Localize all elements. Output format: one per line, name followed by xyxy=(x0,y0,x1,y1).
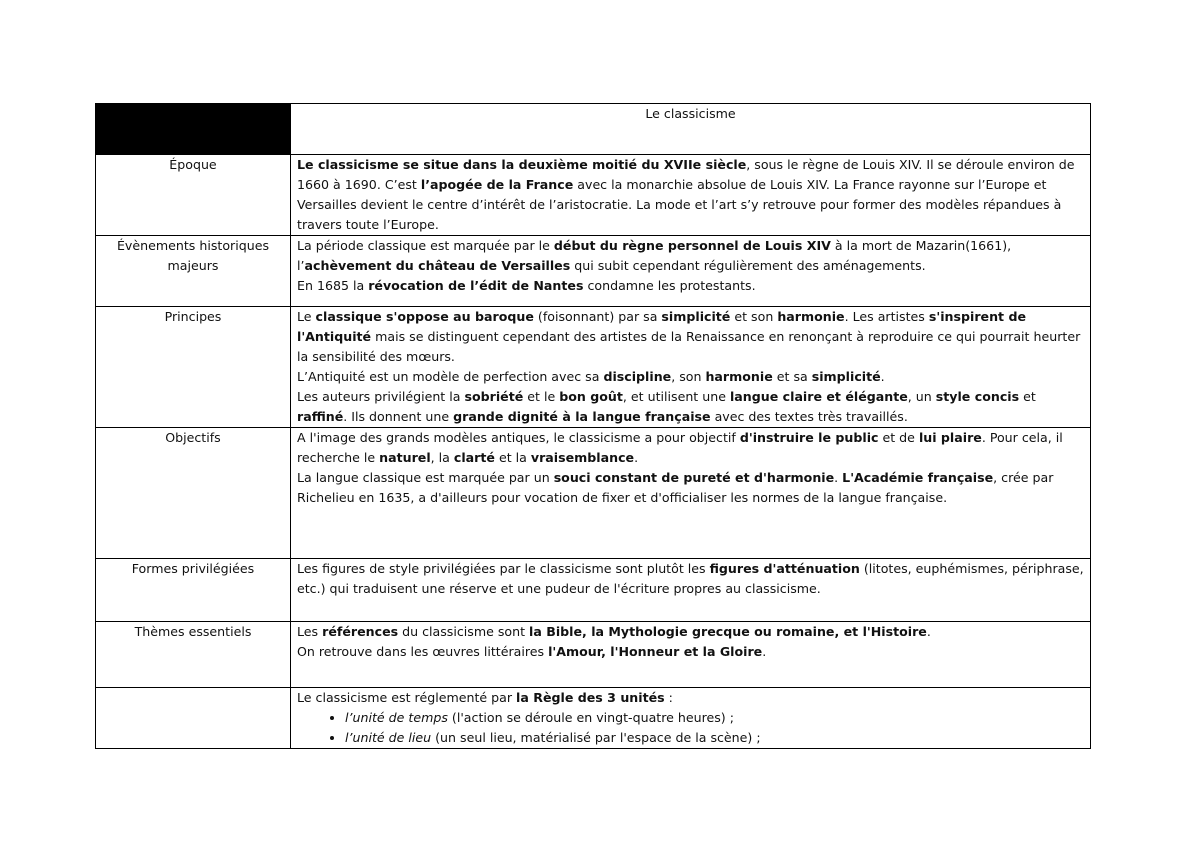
text-run: Les auteurs privilégient la xyxy=(297,389,465,404)
rule-item-temps xyxy=(345,708,1084,728)
text-run: (foisonnant) par sa xyxy=(533,309,662,324)
bold-text: sobriété xyxy=(464,389,524,404)
bold-text: lui plaire xyxy=(918,430,982,445)
text-run: On retrouve dans les œuvres littéraires xyxy=(297,644,549,659)
table-row xyxy=(96,688,1091,749)
text-run: . Les artistes xyxy=(844,309,929,324)
text-run: (un seul lieu, matérialisé par l'espace de la scène) ; xyxy=(431,730,761,745)
row-content-objectifs xyxy=(291,428,1091,559)
bold-text: Le classicisme se situe dans la deuxième moitié du XVIIe siècle xyxy=(297,157,747,172)
text-run: condamne les protestants. xyxy=(583,278,756,293)
black-header-cell xyxy=(96,104,291,155)
bold-text: l’apogée de la France xyxy=(420,177,574,192)
table-row xyxy=(96,307,1091,428)
text-run: à la mort de Mazarin(1661), l’ xyxy=(297,238,1012,273)
text-run: et xyxy=(1019,389,1036,404)
text-run: La période classique est marquée par le xyxy=(297,238,554,253)
table-row xyxy=(96,155,1091,236)
text-run: , la xyxy=(430,450,454,465)
text-run: A l'image des grands modèles antiques, le classicisme a pour objectif xyxy=(297,430,740,445)
bold-text: harmonie xyxy=(777,309,845,324)
row-content-formes xyxy=(291,559,1091,622)
bold-text: d'instruire le public xyxy=(739,430,879,445)
table-row xyxy=(96,428,1091,559)
text-run: , crée par Richelieu en 1635, a d'ailleurs pour vocation de fixer et d'officialiser les normes de la langue française. xyxy=(297,470,1054,505)
text-run: Les figures de style privilégiées par le classicisme sont plutôt les xyxy=(297,561,710,576)
bold-text: naturel xyxy=(379,450,431,465)
bold-text: figures d'atténuation xyxy=(709,561,860,576)
table-header-row xyxy=(96,104,1091,155)
bold-text: grande dignité à la langue française xyxy=(453,409,711,424)
table-row xyxy=(96,236,1091,307)
bold-text: simplicité xyxy=(811,369,881,384)
row-label-themes: Thèmes essentiels xyxy=(96,622,291,688)
bold-text: l'Amour, l'Honneur et la Gloire xyxy=(548,644,763,659)
bold-text: harmonie xyxy=(705,369,773,384)
row-label-empty xyxy=(96,688,291,749)
text-run: . xyxy=(926,624,931,639)
row-content-evenements xyxy=(291,236,1091,307)
text-run: . xyxy=(834,470,843,485)
text-run: et la xyxy=(494,450,531,465)
text-run: et le xyxy=(523,389,560,404)
italic-text: l’unité de lieu xyxy=(345,730,432,745)
bold-text: simplicité xyxy=(661,309,731,324)
text-run: L’Antiquité est un modèle de perfection avec sa xyxy=(297,369,604,384)
rules-list xyxy=(297,708,1084,748)
text-run: et de xyxy=(878,430,919,445)
bold-text: début du règne personnel de Louis XIV xyxy=(553,238,831,253)
bold-text: achèvement du château de Versailles xyxy=(304,258,571,273)
rules-intro xyxy=(297,688,1084,708)
row-label-formes: Formes privilégiées xyxy=(96,559,291,622)
row-content-principes xyxy=(291,307,1091,428)
text-run: mais se distinguent cependant des artistes de la Renaissance en renonçant à reproduire ce qui pourrait heurter la sensibilité des mœurs. xyxy=(297,329,1081,364)
italic-text: l’unité de temps xyxy=(345,710,448,725)
table-row xyxy=(96,622,1091,688)
text-run: du classicisme sont xyxy=(398,624,530,639)
text-run: La langue classique est marquée par un xyxy=(297,470,554,485)
bold-text: raffiné xyxy=(297,409,344,424)
bold-text: classique s'oppose au baroque xyxy=(315,309,534,324)
text-run: . xyxy=(762,644,767,659)
text-run: . xyxy=(634,450,639,465)
text-run: En 1685 la xyxy=(297,278,369,293)
row-label-evenements: Évènements historiques majeurs xyxy=(96,236,291,307)
text-run: avec des textes très travaillés. xyxy=(710,409,908,424)
bold-text: la Bible, la Mythologie grecque ou romaine, et l'Histoire xyxy=(529,624,927,639)
row-content-regles xyxy=(291,688,1091,749)
bold-text: langue claire et élégante xyxy=(729,389,908,404)
text-run: , sous le règne de Louis XIV. Il se déroule environ de 1660 à 1690. C’est xyxy=(297,157,1075,192)
bold-text: style concis xyxy=(935,389,1020,404)
bold-text: s'inspirent de l'Antiquité xyxy=(297,309,1026,344)
row-content-themes xyxy=(291,622,1091,688)
table-row xyxy=(96,559,1091,622)
text-run: . xyxy=(880,369,885,384)
text-run: et sa xyxy=(772,369,812,384)
text-run: , son xyxy=(671,369,706,384)
text-run: : xyxy=(664,690,673,705)
bold-text: discipline xyxy=(603,369,672,384)
text-run: , et utilisent une xyxy=(622,389,730,404)
bold-text: L'Académie française xyxy=(842,470,994,485)
bold-text: vraisemblance xyxy=(530,450,635,465)
row-label-epoque: Époque xyxy=(96,155,291,236)
text-run: Le classicisme est réglementé par xyxy=(297,690,517,705)
page-title: Le classicisme xyxy=(291,104,1091,155)
row-label-objectifs: Objectifs xyxy=(96,428,291,559)
text-run: (litotes, euphémismes, périphrase, etc.) qui traduisent une réserve et une pudeur de l'écriture propres au classicisme. xyxy=(297,561,1084,596)
row-content-epoque xyxy=(291,155,1091,236)
text-run: (l'action se déroule en vingt-quatre heures) ; xyxy=(447,710,734,725)
text-run: , un xyxy=(907,389,936,404)
text-run: qui subit cependant régulièrement des aménagements. xyxy=(570,258,926,273)
text-run: . Ils donnent une xyxy=(343,409,454,424)
text-run: . Pour cela, il recherche le xyxy=(297,430,1063,465)
bold-text: bon goût xyxy=(559,389,623,404)
bold-text: révocation de l’édit de Nantes xyxy=(368,278,584,293)
rule-item-lieu xyxy=(345,728,1084,748)
text-run: Les xyxy=(297,624,323,639)
bold-text: la Règle des 3 unités xyxy=(516,690,665,705)
bold-text: références xyxy=(322,624,399,639)
text-run: Le xyxy=(297,309,316,324)
bold-text: clarté xyxy=(453,450,495,465)
text-run: et son xyxy=(730,309,778,324)
row-label-principes: Principes xyxy=(96,307,291,428)
classicism-table xyxy=(95,103,1091,749)
text-run: avec la monarchie absolue de Louis XIV. La France rayonne sur l’Europe et Versailles devient le centre d’intérêt de l’aristocratie. La mode et l’art s’y retrouve pour former des modèles répandues à travers toute l’Europe. xyxy=(297,177,1062,232)
bold-text: souci constant de pureté et d'harmonie xyxy=(553,470,835,485)
